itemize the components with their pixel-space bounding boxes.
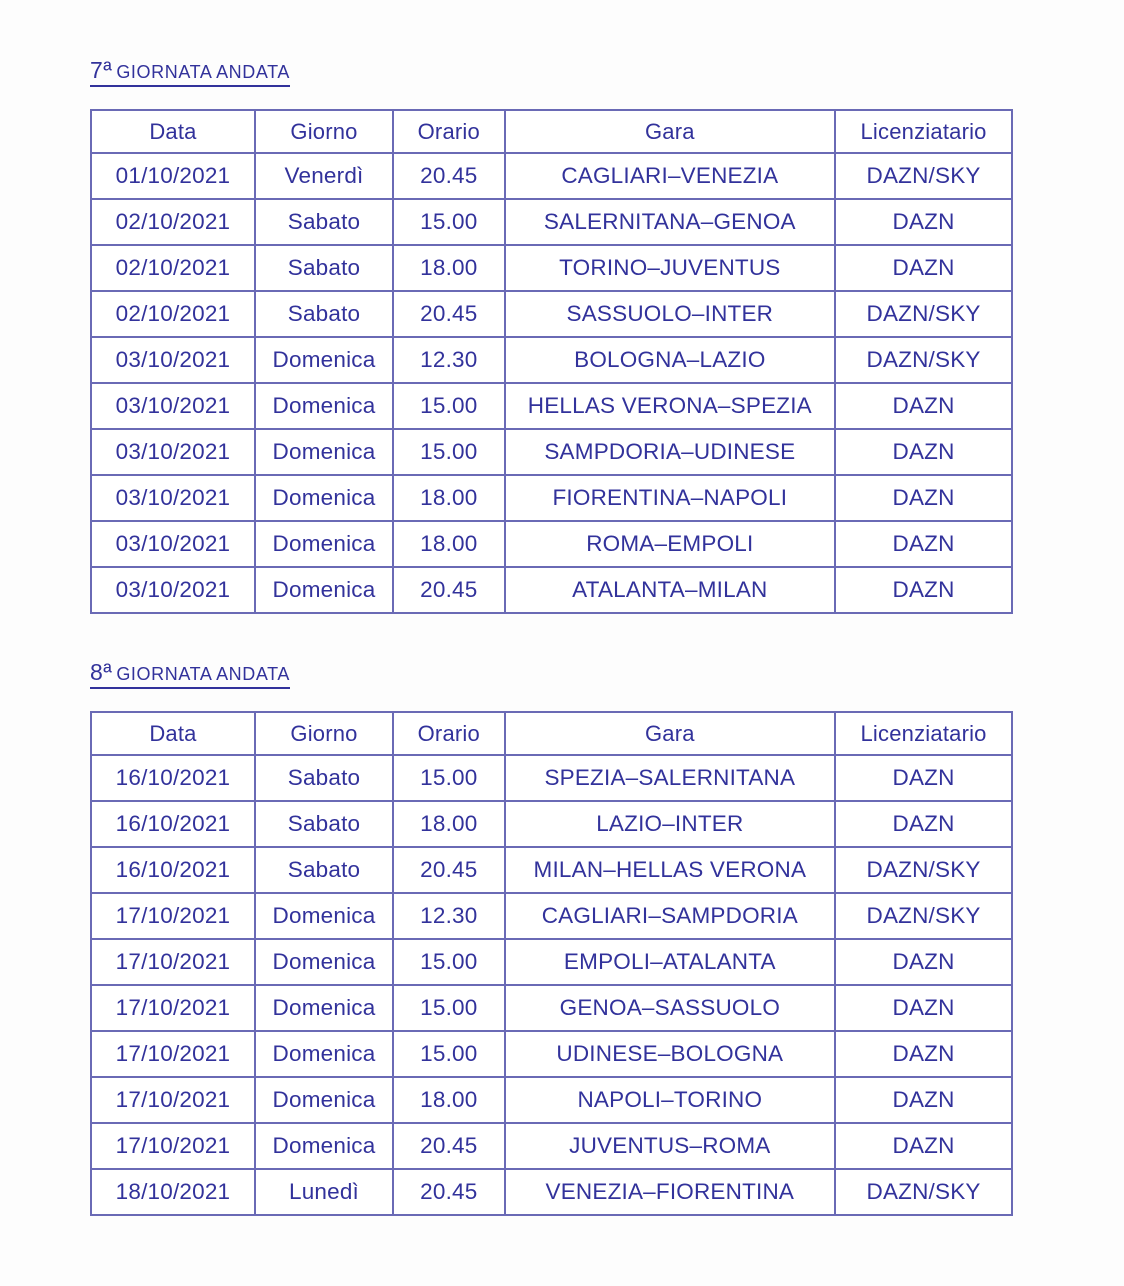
- table-row: [91, 939, 1012, 985]
- cell-orario: 18.00: [393, 521, 504, 567]
- cell-orario: 18.00: [393, 801, 504, 847]
- table-row: [91, 567, 1012, 613]
- cell-licenziatario: DAZN: [835, 429, 1012, 475]
- cell-gara: LAZIO–INTER: [505, 801, 836, 847]
- fixtures-page: [90, 58, 1124, 1216]
- giornata-label: GIORNATA ANDATA: [116, 664, 291, 685]
- table-row: [91, 199, 1012, 245]
- cell-gara: EMPOLI–ATALANTA: [505, 939, 836, 985]
- cell-data: 18/10/2021: [91, 1169, 255, 1215]
- cell-data: 03/10/2021: [91, 475, 255, 521]
- cell-giorno: Sabato: [255, 199, 393, 245]
- giornata-number: 8ª: [90, 659, 113, 686]
- cell-licenziatario: DAZN: [835, 475, 1012, 521]
- cell-giorno: Domenica: [255, 939, 393, 985]
- cell-gara: GENOA–SASSUOLO: [505, 985, 836, 1031]
- table-row: [91, 429, 1012, 475]
- cell-giorno: Sabato: [255, 847, 393, 893]
- cell-licenziatario: DAZN: [835, 383, 1012, 429]
- cell-orario: 15.00: [393, 199, 504, 245]
- cell-orario: 20.45: [393, 1123, 504, 1169]
- cell-gara: ATALANTA–MILAN: [505, 567, 836, 613]
- cell-gara: MILAN–HELLAS VERONA: [505, 847, 836, 893]
- cell-data: 17/10/2021: [91, 985, 255, 1031]
- cell-giorno: Sabato: [255, 801, 393, 847]
- table-row: [91, 985, 1012, 1031]
- cell-gara: ROMA–EMPOLI: [505, 521, 836, 567]
- cell-orario: 20.45: [393, 153, 504, 199]
- header-row: [91, 712, 1012, 755]
- cell-licenziatario: DAZN: [835, 521, 1012, 567]
- cell-licenziatario: DAZN: [835, 939, 1012, 985]
- column-header-licenziatario: Licenziatario: [835, 712, 1012, 755]
- cell-giorno: Lunedì: [255, 1169, 393, 1215]
- cell-giorno: Domenica: [255, 1123, 393, 1169]
- table-row: [91, 245, 1012, 291]
- cell-data: 16/10/2021: [91, 801, 255, 847]
- cell-gara: FIORENTINA–NAPOLI: [505, 475, 836, 521]
- cell-gara: VENEZIA–FIORENTINA: [505, 1169, 836, 1215]
- giornata-label: GIORNATA ANDATA: [116, 62, 291, 82]
- cell-giorno: Domenica: [255, 429, 393, 475]
- cell-orario: 15.00: [393, 383, 504, 429]
- cell-data: 03/10/2021: [91, 521, 255, 567]
- cell-data: 03/10/2021: [91, 383, 255, 429]
- cell-gara: SAMPDORIA–UDINESE: [505, 429, 836, 475]
- column-header-gara: Gara: [505, 110, 836, 153]
- cell-licenziatario: DAZN/SKY: [835, 337, 1012, 383]
- column-header-licenziatario: Licenziatario: [835, 110, 1012, 153]
- cell-orario: 20.45: [393, 1169, 504, 1215]
- cell-gara: NAPOLI–TORINO: [505, 1077, 836, 1123]
- cell-licenziatario: DAZN/SKY: [835, 893, 1012, 939]
- cell-orario: 15.00: [393, 755, 504, 801]
- cell-orario: 18.00: [393, 475, 504, 521]
- cell-data: 03/10/2021: [91, 429, 255, 475]
- cell-licenziatario: DAZN: [835, 1123, 1012, 1169]
- table-row: [91, 755, 1012, 801]
- cell-licenziatario: DAZN/SKY: [835, 847, 1012, 893]
- cell-data: 17/10/2021: [91, 1123, 255, 1169]
- cell-licenziatario: DAZN: [835, 1031, 1012, 1077]
- cell-data: 02/10/2021: [91, 291, 255, 337]
- cell-giorno: Domenica: [255, 567, 393, 613]
- table-row: [91, 1169, 1012, 1215]
- cell-licenziatario: DAZN: [835, 755, 1012, 801]
- table-row: [91, 893, 1012, 939]
- table-row: [91, 847, 1012, 893]
- giornata-7-section: [90, 58, 1013, 614]
- cell-licenziatario: DAZN: [835, 801, 1012, 847]
- column-header-data: Data: [91, 712, 255, 755]
- cell-gara: UDINESE–BOLOGNA: [505, 1031, 836, 1077]
- giornata-7-title: [90, 58, 290, 87]
- cell-licenziatario: DAZN/SKY: [835, 1169, 1012, 1215]
- table-row: [91, 1031, 1012, 1077]
- cell-gara: TORINO–JUVENTUS: [505, 245, 836, 291]
- cell-giorno: Sabato: [255, 291, 393, 337]
- cell-giorno: Sabato: [255, 245, 393, 291]
- cell-giorno: Domenica: [255, 1077, 393, 1123]
- cell-gara: SALERNITANA–GENOA: [505, 199, 836, 245]
- cell-orario: 20.45: [393, 847, 504, 893]
- cell-giorno: Sabato: [255, 755, 393, 801]
- cell-gara: BOLOGNA–LAZIO: [505, 337, 836, 383]
- column-header-orario: Orario: [393, 110, 504, 153]
- cell-data: 17/10/2021: [91, 1077, 255, 1123]
- cell-data: 17/10/2021: [91, 939, 255, 985]
- giornata-number: 7ª: [90, 57, 113, 83]
- giornata-8-title: [90, 660, 290, 689]
- header-row: [91, 110, 1012, 153]
- cell-gara: HELLAS VERONA–SPEZIA: [505, 383, 836, 429]
- giornata-8-section: [90, 660, 1013, 1216]
- cell-orario: 15.00: [393, 939, 504, 985]
- cell-licenziatario: DAZN: [835, 245, 1012, 291]
- cell-data: 02/10/2021: [91, 199, 255, 245]
- table-row: [91, 1123, 1012, 1169]
- table-row: [91, 801, 1012, 847]
- cell-orario: 15.00: [393, 429, 504, 475]
- cell-licenziatario: DAZN: [835, 985, 1012, 1031]
- cell-gara: CAGLIARI–VENEZIA: [505, 153, 836, 199]
- table-row: [91, 521, 1012, 567]
- cell-giorno: Domenica: [255, 893, 393, 939]
- cell-data: 17/10/2021: [91, 893, 255, 939]
- cell-orario: 12.30: [393, 893, 504, 939]
- cell-data: 17/10/2021: [91, 1031, 255, 1077]
- cell-orario: 20.45: [393, 567, 504, 613]
- fixtures-table-giornata-8: [90, 711, 1013, 1216]
- table-row: [91, 383, 1012, 429]
- column-header-giorno: Giorno: [255, 712, 393, 755]
- cell-orario: 15.00: [393, 985, 504, 1031]
- cell-orario: 15.00: [393, 1031, 504, 1077]
- table-row: [91, 291, 1012, 337]
- table-row: [91, 475, 1012, 521]
- cell-licenziatario: DAZN/SKY: [835, 153, 1012, 199]
- cell-giorno: Domenica: [255, 475, 393, 521]
- cell-licenziatario: DAZN: [835, 199, 1012, 245]
- table-row: [91, 1077, 1012, 1123]
- cell-data: 16/10/2021: [91, 847, 255, 893]
- fixtures-table-giornata-7: [90, 109, 1013, 614]
- cell-gara: SASSUOLO–INTER: [505, 291, 836, 337]
- column-header-data: Data: [91, 110, 255, 153]
- cell-orario: 18.00: [393, 1077, 504, 1123]
- cell-giorno: Venerdì: [255, 153, 393, 199]
- cell-data: 01/10/2021: [91, 153, 255, 199]
- column-header-gara: Gara: [505, 712, 836, 755]
- table-row: [91, 153, 1012, 199]
- cell-gara: CAGLIARI–SAMPDORIA: [505, 893, 836, 939]
- cell-licenziatario: DAZN: [835, 567, 1012, 613]
- cell-gara: SPEZIA–SALERNITANA: [505, 755, 836, 801]
- cell-giorno: Domenica: [255, 1031, 393, 1077]
- cell-gara: JUVENTUS–ROMA: [505, 1123, 836, 1169]
- cell-orario: 12.30: [393, 337, 504, 383]
- cell-orario: 18.00: [393, 245, 504, 291]
- cell-licenziatario: DAZN: [835, 1077, 1012, 1123]
- column-header-giorno: Giorno: [255, 110, 393, 153]
- cell-giorno: Domenica: [255, 383, 393, 429]
- cell-giorno: Domenica: [255, 521, 393, 567]
- cell-data: 03/10/2021: [91, 567, 255, 613]
- column-header-orario: Orario: [393, 712, 504, 755]
- cell-orario: 20.45: [393, 291, 504, 337]
- cell-licenziatario: DAZN/SKY: [835, 291, 1012, 337]
- table-row: [91, 337, 1012, 383]
- cell-giorno: Domenica: [255, 337, 393, 383]
- cell-data: 03/10/2021: [91, 337, 255, 383]
- cell-data: 16/10/2021: [91, 755, 255, 801]
- cell-giorno: Domenica: [255, 985, 393, 1031]
- cell-data: 02/10/2021: [91, 245, 255, 291]
